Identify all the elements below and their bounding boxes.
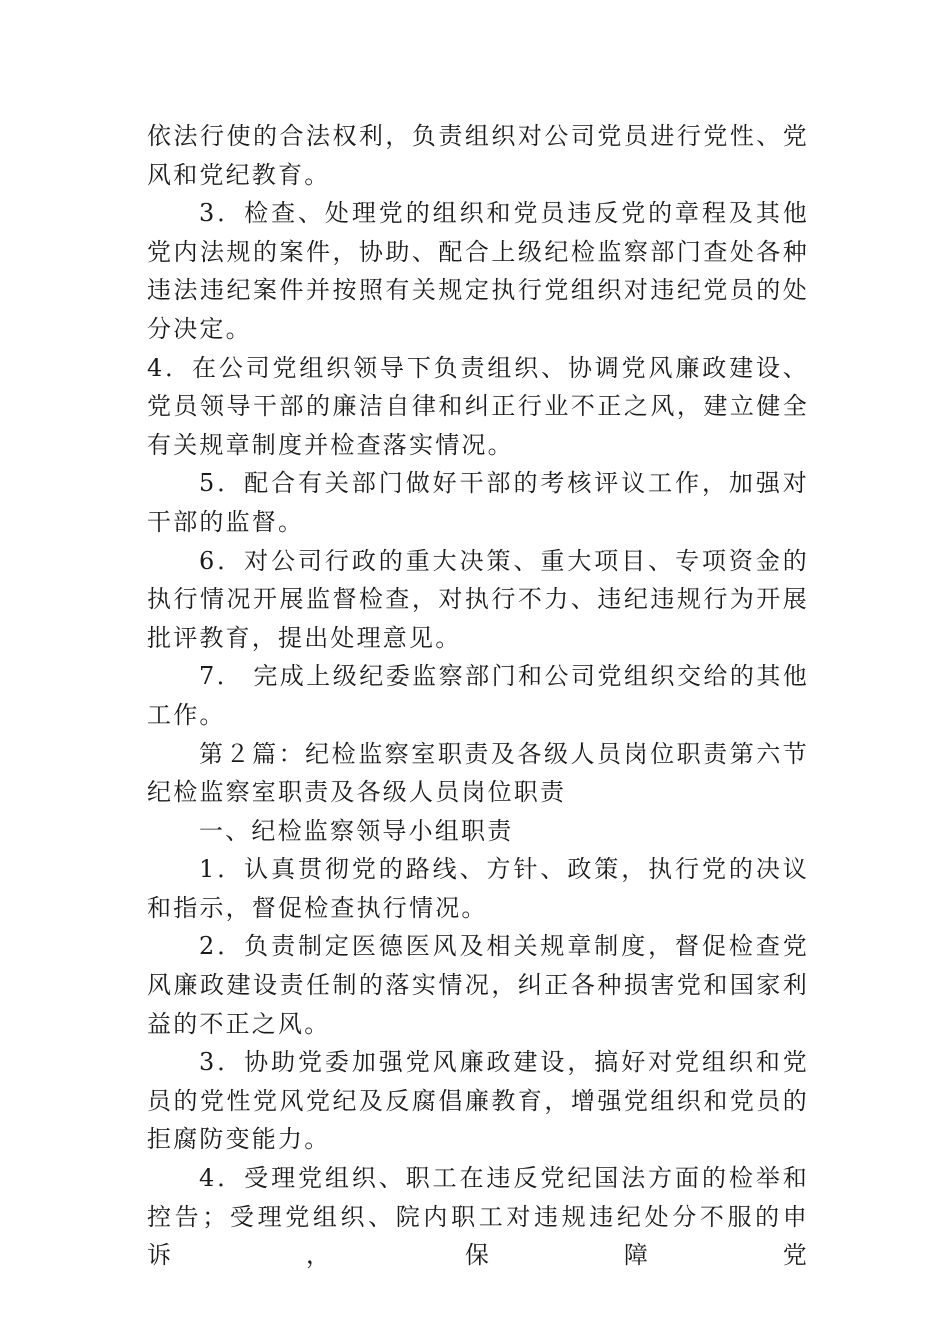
- document-body: [147, 117, 809, 1275]
- section-heading-part-2: 第２篇：纪检监察室职责及各级人员岗位职责第六节纪检监察室职责及各级人员岗位职责: [147, 739, 809, 807]
- paragraph-item-4-integrity: 4．在公司党组织领导下负责组织、协调党风廉政建设、党员领导干部的廉洁自律和纠正行业不正之风，建立健全有关规章制度并检查落实情况。: [147, 353, 809, 459]
- paragraph-duty-3: 3．协助党委加强党风廉政建设，搞好对党组织和党员的党性党风党纪及反腐倡廉教育，增强党组织和党员的拒腐防变能力。: [147, 1048, 809, 1154]
- subheading-leadership-group-duties: 一、纪检监察领导小组职责: [199, 816, 514, 845]
- paragraph-item-7-other-work: 7． 完成上级纪委监察部门和公司党组织交给的其他工作。: [147, 662, 809, 729]
- paragraph-item-6-supervision: 6．对公司行政的重大决策、重大项目、专项资金的执行情况开展监督检查，对执行不力、违纪违规行为开展批评教育，提出处理意见。: [147, 546, 809, 652]
- paragraph-continuation-rights: 依法行使的合法权利，负责组织对公司党员进行党性、党风和党纪教育。: [147, 122, 809, 189]
- paragraph-item-3-case-handling: 3．检查、处理党的组织和党员违反党的章程及其他党内法规的案件，协助、配合上级纪检监察部门查处各种违法违纪案件并按照有关规定执行党组织对违纪党员的处分决定。: [147, 199, 809, 343]
- paragraph-duty-4: 4．受理党组织、职工在违反党纪国法方面的检举和控告；受理党组织、院内职工对违规违纪处分不服的申诉，保障党: [147, 1164, 809, 1270]
- paragraph-duty-1: 1．认真贯彻党的路线、方针、政策，执行党的决议和指示，督促检查执行情况。: [147, 855, 809, 922]
- paragraph-duty-2: 2．负责制定医德医风及相关规章制度，督促检查党风廉政建设责任制的落实情况，纠正各种损害党和国家利益的不正之风。: [147, 932, 809, 1038]
- paragraph-item-5-evaluation: 5．配合有关部门做好干部的考核评议工作，加强对干部的监督。: [147, 469, 809, 536]
